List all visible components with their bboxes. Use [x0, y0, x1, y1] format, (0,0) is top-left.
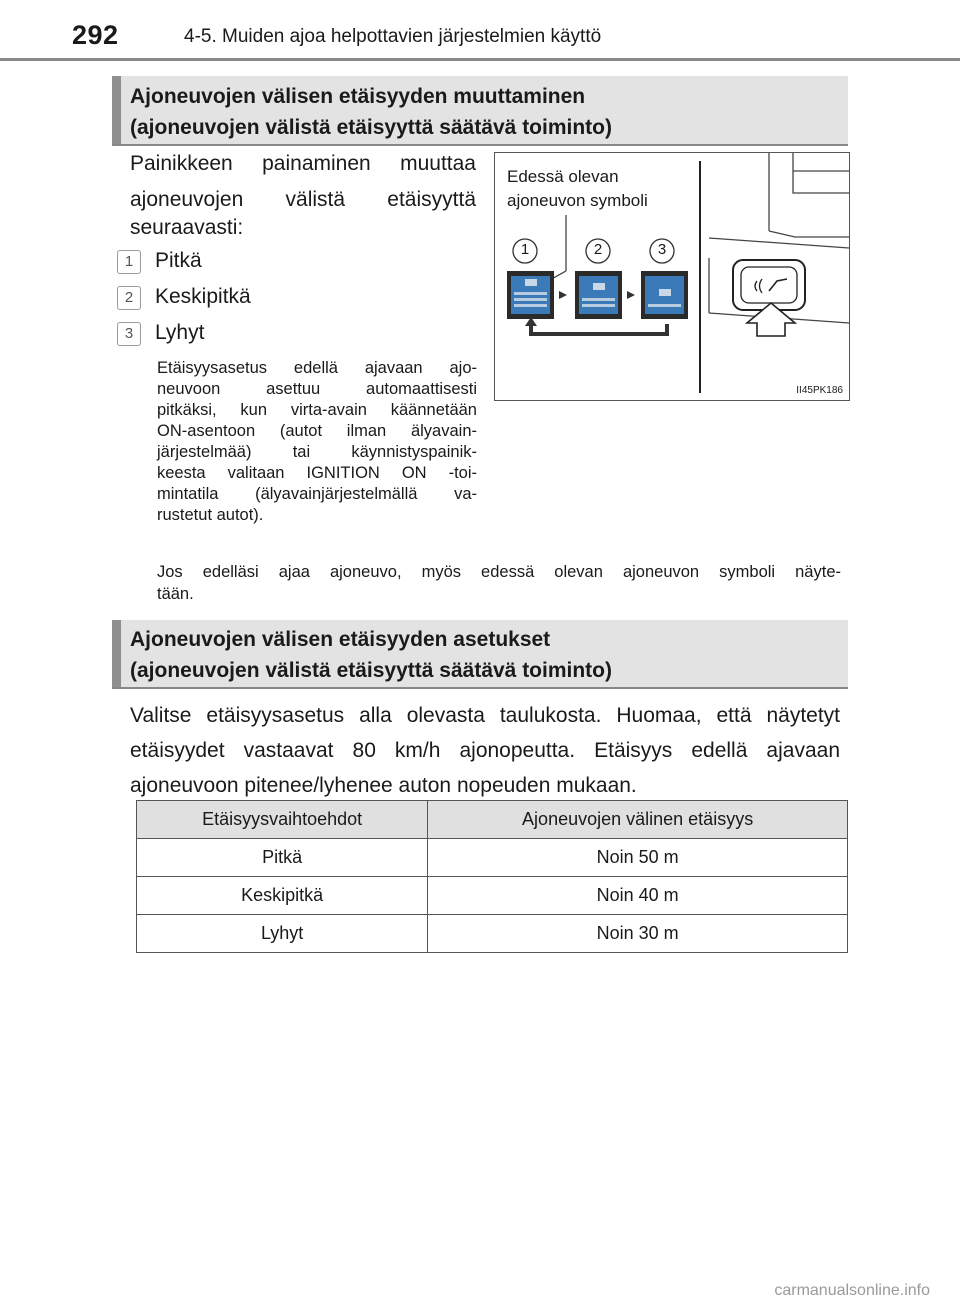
table-header-row: [137, 801, 848, 839]
section-title-line1: Ajoneuvojen välisen etäisyyden muuttaminen: [130, 85, 586, 108]
table-cell: Pitkä: [137, 839, 428, 877]
list-item-long: Pitkä: [155, 249, 202, 272]
table-cell: Noin 40 m: [428, 877, 848, 915]
distance-settings-table: [136, 800, 848, 953]
marker-2-label: 2: [593, 241, 603, 258]
list-item-medium: Keskipitkä: [155, 285, 251, 308]
table-row: [137, 839, 848, 877]
header-rule: [0, 58, 960, 61]
marker-1-label: 1: [520, 241, 530, 258]
settings-para-line2: etäisyydet vastaavat 80 km/h ajonopeutta. Etäisyys edellä ajavaan: [130, 739, 840, 762]
note-line: Etäisyysasetus edellä ajavaan ajo-: [157, 359, 477, 377]
chapter-title: 4-5. Muiden ajoa helpottavien järjestelmien käyttö: [184, 26, 602, 47]
display-medium-icon: [575, 271, 622, 319]
table-row: [137, 877, 848, 915]
distance-button-icon: [733, 260, 805, 310]
marker-3-label: 3: [657, 241, 667, 258]
note-line: rustetut autot).: [157, 506, 264, 524]
cycle-return-arrow-icon: [525, 317, 667, 334]
note2-line-2: tään.: [157, 585, 194, 603]
table-row: [137, 915, 848, 953]
watermark: carmanualsonline.info: [774, 1282, 930, 1299]
table-header-cell: Ajoneuvojen välinen etäisyys: [428, 801, 848, 839]
intro-line-3: seuraavasti:: [130, 216, 244, 239]
note-line: neuvoon asettuu automaattisesti: [157, 380, 477, 398]
note-line: ON-asentoon (autot ilman älyavain-: [157, 422, 477, 440]
section-title-line2: (ajoneuvojen välistä etäisyyttä säätävä toiminto): [130, 116, 612, 139]
section-title-line1: Ajoneuvojen välisen etäisyyden asetukset: [130, 628, 551, 651]
section-bar: [112, 620, 121, 687]
section-heading-distance-change: [112, 76, 848, 146]
note2-line-1: Jos edelläsi ajaa ajoneuvo, myös edessä olevan ajoneuvon symboli näyte-: [157, 563, 841, 581]
note-line: pitkäksi, kun virta-avain käännetään: [157, 401, 477, 419]
table-header-cell: Etäisyysvaihtoehdot: [137, 801, 428, 839]
arrow-right-icon: [627, 291, 635, 299]
table-cell: Keskipitkä: [137, 877, 428, 915]
note-paragraph: [157, 358, 477, 526]
figure-callout-line1: Edessä olevan: [507, 167, 619, 186]
list-number-badge: 2: [117, 286, 141, 310]
distance-button-illustration: [494, 152, 850, 401]
intro-line-1: Painikkeen painaminen muuttaa: [130, 152, 476, 175]
list-item-short: Lyhyt: [155, 321, 205, 344]
figure-code: II45PK186: [796, 385, 843, 396]
settings-para-line3: ajoneuvoon pitenee/lyhenee auton nopeuden mukaan.: [130, 774, 637, 797]
figure-drawing: [495, 153, 849, 400]
section-bar: [112, 76, 121, 144]
table-cell: Noin 30 m: [428, 915, 848, 953]
note-line: järjestelmää) tai käynnistyspainik-: [157, 443, 477, 461]
figure-callout-line2: ajoneuvon symboli: [507, 191, 648, 210]
note-line: mintatila (älyavainjärjestelmällä va-: [157, 485, 477, 503]
table-cell: Lyhyt: [137, 915, 428, 953]
arrow-right-icon: [559, 291, 567, 299]
settings-para-line1: Valitse etäisyysasetus alla olevasta taulukosta. Huomaa, että näytetyt: [130, 704, 840, 727]
intro-line-2: ajoneuvojen välistä etäisyyttä: [130, 188, 476, 211]
list-number-badge: 1: [117, 250, 141, 274]
display-long-icon: [507, 271, 554, 319]
page-number: 292: [72, 20, 119, 50]
list-number-badge: 3: [117, 322, 141, 346]
display-short-icon: [641, 271, 688, 319]
note-line: keesta valitaan IGNITION ON -toi-: [157, 464, 477, 482]
table-cell: Noin 50 m: [428, 839, 848, 877]
section-title-line2: (ajoneuvojen välistä etäisyyttä säätävä toiminto): [130, 659, 612, 682]
section-heading-distance-settings: [112, 620, 848, 689]
